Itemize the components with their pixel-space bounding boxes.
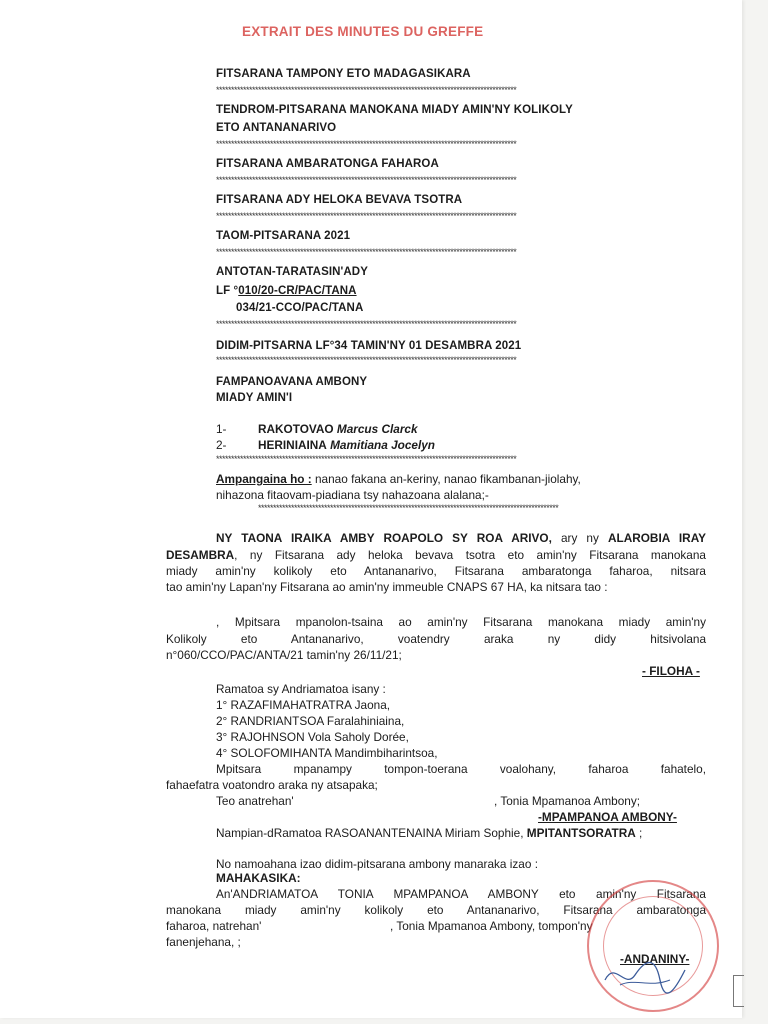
intro-line-2	[166, 548, 706, 562]
intro-line-1	[216, 531, 706, 545]
clerk-line	[216, 826, 642, 840]
court-criminal-heading: FITSARANA ADY HELOKA BEVAVA TSOTRA	[216, 194, 463, 206]
court-anticorruption-heading: TENDROM-PITSARANA MANOKANA MIADY AMIN'NY KOLIKOLY	[216, 104, 573, 116]
jurors-desc-1-text: Mpitsara mpanampy tompon-toerana voalohany, faharoa fahatelo,	[216, 762, 706, 776]
separator-stars: ****************************************************************************************************	[216, 454, 517, 464]
prosecutor-name: , Tonia Mpamanoa Ambony;	[494, 794, 641, 808]
juror-item: 4° SOLOFOMIHANTA Mandimbiharintsoa,	[216, 746, 438, 760]
prosecutor-role: -MPAMPANOA AMBONY-	[538, 810, 677, 824]
separator-stars: ****************************************************************************************************	[216, 355, 517, 365]
accused-surname: RAKOTOVAO	[258, 422, 334, 436]
court-year-heading: TAOM-PITSARANA 2021	[216, 230, 351, 242]
accused-number: 2-	[216, 438, 227, 452]
accused-name	[258, 438, 435, 452]
scan-edge-mark	[733, 975, 744, 1007]
party-label: -ANDANINY-	[620, 952, 690, 966]
intro-month: DESAMBRA	[166, 548, 235, 562]
separator-stars: ****************************************************************************************************	[216, 85, 517, 95]
court-level-heading: FITSARANA AMBARATONGA FAHAROA	[216, 158, 439, 170]
intro-conjunction: ary ny	[551, 531, 608, 545]
separator-stars: ****************************************************************************************************	[216, 247, 517, 257]
accused-number: 1-	[216, 422, 227, 436]
accused-surname: HERINIAINA	[258, 438, 327, 452]
decision-heading: MAHAKASIKA:	[216, 871, 301, 885]
president-line-2	[166, 632, 706, 646]
separator-stars: ****************************************************************************************************	[216, 139, 517, 149]
judgment-reference: DIDIM-PITSARNA LF°34 TAMIN'NY 01 DESAMBRA 2021	[216, 340, 522, 352]
intro-line-3	[166, 564, 706, 578]
accused-given-names: Marcus Clarck	[336, 422, 418, 436]
intro-date: ALAROBIA IRAY	[607, 531, 706, 545]
decision-line-4: fanenjehana, ;	[166, 935, 241, 949]
accused-name	[258, 422, 418, 436]
president-role: - FILOHA -	[642, 664, 700, 678]
appeal-heading: FAMPANOAVANA AMBONY	[216, 376, 368, 388]
decision-line-2-text: manokana miady amin'ny kolikoly eto Antananarivo, Fitsarana ambaratonga	[166, 903, 706, 917]
clerk-role: MPITANTSORATRA	[526, 826, 636, 840]
juror-item: 1° RAZAFIMAHATRATRA Jaona,	[216, 698, 391, 712]
accused-given-names: Mamitiana Jocelyn	[330, 438, 436, 452]
intro-line-3-text: miady amin'ny kolikoly eto Antananarivo, Fitsarana ambaratonga faharoa, nitsara	[166, 564, 706, 578]
signature	[600, 950, 690, 995]
case-ref-prefix: LF °	[216, 285, 239, 297]
decision-line-1-text: An'ANDRIAMATOA TONIA MPAMPANOA AMBONY eto amin'ny Fitsarana	[216, 887, 706, 901]
separator-stars: ****************************************************************************************************	[258, 503, 559, 513]
case-ref-2: 034/21-CCO/PAC/TANA	[236, 302, 364, 314]
case-ref-number: 010/20-CR/PAC/TANA	[238, 285, 357, 297]
appeal-against: MIADY AMIN'I	[216, 392, 293, 404]
prosecutor-present: Teo anatrehan'	[216, 794, 294, 808]
decision-line-3b: , Tonia Mpamanoa Ambony, tompon'ny	[390, 919, 593, 933]
clerk-name: Nampian-dRamatoa RASOANANTENAINA Miriam Sophie,	[216, 826, 527, 840]
separator-stars: ****************************************************************************************************	[216, 175, 517, 185]
juror-item: 3° RAJOHNSON Vola Saholy Dorée,	[216, 730, 409, 744]
extract-header: EXTRAIT DES MINUTES DU GREFFE	[242, 24, 484, 39]
president-line-1-text: , Mpitsara mpanolon-tsaina ao amin'ny Fitsarana manokana miady amin'ny	[216, 615, 706, 629]
separator-stars: ****************************************************************************************************	[216, 319, 517, 329]
decision-line-3: faharoa, natrehan'	[166, 919, 262, 933]
charge-label: Ampangaina ho :	[216, 472, 312, 486]
president-line-2-text: Kolikoly eto Antananarivo, voatendry araka ny didy hitsivolana	[166, 632, 706, 646]
juror-item: 2° RANDRIANTSOA Faralahiniaina,	[216, 714, 405, 728]
case-ref-1	[216, 285, 357, 297]
president-line-1	[216, 615, 706, 629]
clerk-suffix: ;	[635, 826, 643, 840]
jurors-desc-1	[216, 762, 706, 776]
decision-intro: No namoahana izao didim-pitsarana ambony manaraka izao :	[216, 857, 538, 871]
intro-line-4: tao amin'ny Lapan'ny Fitsarana ao amin'ny immeuble CNAPS 67 HA, ka nitsara tao :	[166, 580, 608, 594]
case-file-heading: ANTOTAN-TARATASIN'ADY	[216, 266, 368, 278]
charge-line-1	[216, 472, 581, 486]
intro-year: NY TAONA IRAIKA AMBY ROAPOLO SY ROA ARIVO,	[216, 531, 552, 545]
jurors-desc-2: fahaefatra voatondro araka ny atsapaka;	[166, 778, 378, 792]
jurors-intro: Ramatoa sy Andriamatoa isany :	[216, 682, 386, 696]
charge-line-2: nihazona fitaovam-piadiana tsy nahazoana alalana;-	[216, 488, 489, 502]
separator-stars: ****************************************************************************************************	[216, 211, 517, 221]
court-supreme-heading: FITSARANA TAMPONY ETO MADAGASIKARA	[216, 68, 471, 80]
president-line-3: n°060/CCO/PAC/ANTA/21 tamin'ny 26/11/21;	[166, 648, 402, 662]
court-location-heading: ETO ANTANANARIVO	[216, 122, 337, 134]
charge-text: nanao fakana an-keriny, nanao fikambanan-jiolahy,	[311, 472, 581, 486]
intro-court-text: , ny Fitsarana ady heloka bevava tsotra eto amin'ny Fitsarana manokana	[234, 548, 706, 562]
